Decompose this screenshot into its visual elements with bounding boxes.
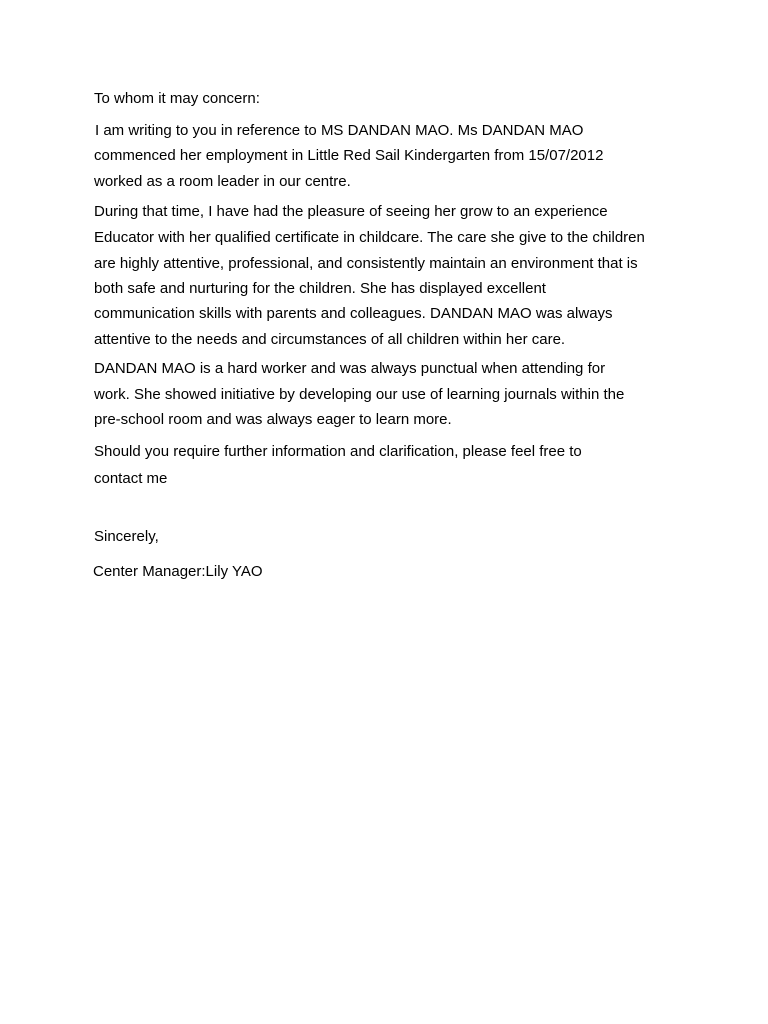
paragraph-line: DANDAN MAO is a hard worker and was always punctual when attending for [94,360,606,377]
paragraph-line: are highly attentive, professional, and consistently maintain an environment that is [94,255,638,272]
paragraph-line: pre-school room and was always eager to learn more. [94,411,452,428]
paragraph-line: worked as a room leader in our centre. [94,173,351,190]
paragraph-line: I am writing to you in reference to MS DANDAN MAO. Ms DANDAN MAO [95,122,584,139]
paragraph-line: Should you require further information and clarification, please feel free to [94,443,582,460]
paragraph-line: communication skills with parents and colleagues. DANDAN MAO was always [94,305,613,322]
paragraph-line: both safe and nurturing for the children. She has displayed excellent [94,280,546,297]
paragraph-line: commenced her employment in Little Red Sail Kindergarten from 15/07/2012 [94,147,604,164]
paragraph-line: During that time, I have had the pleasure of seeing her grow to an experience [94,203,608,220]
paragraph-line: work. She showed initiative by developing our use of learning journals within the [94,386,625,403]
closing: Sincerely, [94,528,159,545]
paragraph-line: Educator with her qualified certificate in childcare. The care she give to the children [94,229,645,246]
salutation: To whom it may concern: [94,90,260,107]
signature: Center Manager:Lily YAO [93,563,263,580]
paragraph-line: contact me [94,470,168,487]
paragraph-line: attentive to the needs and circumstances of all children within her care. [94,331,566,348]
